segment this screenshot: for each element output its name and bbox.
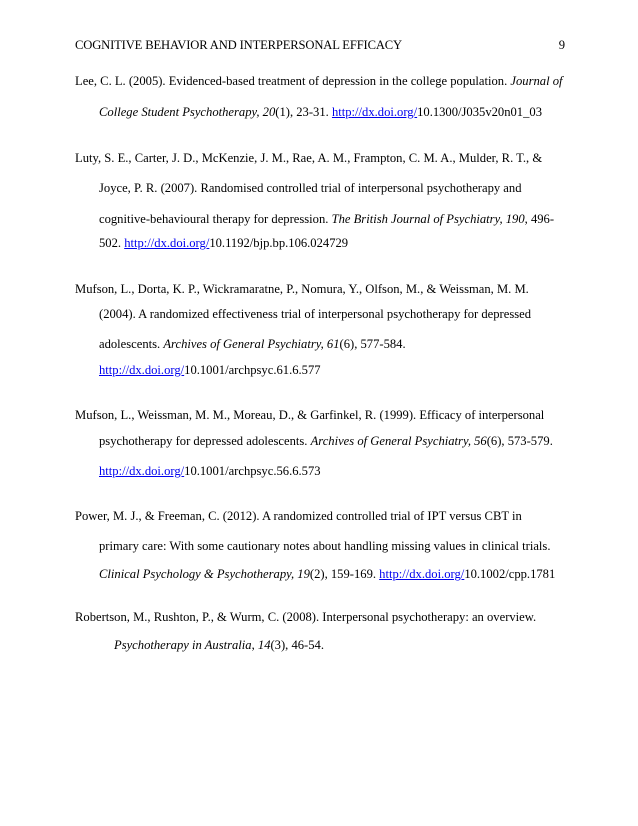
doi-link[interactable]: http://dx.doi.org/ [99,464,185,478]
reference-text: 502. [99,236,125,250]
reference-text: , [251,638,258,652]
journal-title: Psychotherapy in Australia [114,638,252,652]
reference-mufson-1999-line-2 [99,433,553,449]
reference-text: (2), 159-169. [309,567,380,581]
page-header [75,37,565,53]
doi-link[interactable]: http://dx.doi.org/ [331,105,418,119]
reference-text: adolescents. [99,337,164,351]
doi-suffix: 10.1001/archpsyc.61.6.577 [184,363,321,377]
reference-luty-line-1 [75,150,542,166]
reference-text: Mufson, L., Dorta, K. P., Wickramaratne, P., Nomura, Y., Olfson, M., & Weissman, M. M. [75,282,529,296]
running-head: COGNITIVE BEHAVIOR AND INTERPERSONAL EFFICACY [75,38,402,52]
doi-suffix: 10.1001/archpsyc.56.6.573 [184,464,321,478]
reference-text: Lee, C. L. (2005). Evidenced-based treatment of depression in the college population. [75,74,511,88]
page-number: 9 [558,38,565,52]
reference-mufson-1999-line-3 [99,463,321,479]
reference-text: Luty, S. E., Carter, J. D., McKenzie, J. M., Rae, A. M., Frampton, C. M. A., Mulder, R. T., & [75,151,543,165]
volume-number: 14 [257,638,271,652]
reference-text: cognitive-behavioural therapy for depression. [99,212,332,226]
reference-text: (6), 573-579. [486,434,553,448]
doi-link[interactable]: http://dx.doi.org/ [379,567,465,581]
reference-text: primary care: With some cautionary notes about handling missing values in clinical trials. [99,539,551,553]
doi-link[interactable]: http://dx.doi.org/ [99,363,185,377]
reference-mufson-2004-line-1 [75,281,529,297]
reference-text: Robertson, M., Rushton, P., & Wurm, C. (2008). Interpersonal psychotherapy: an overview. [75,610,537,624]
reference-text: (2004). A randomized effectiveness trial of interpersonal psychotherapy for depressed [99,307,532,321]
journal-title: College Student Psychotherapy, 20 [99,105,276,119]
reference-text: Joyce, P. R. (2007). Randomised controlled trial of interpersonal psychotherapy and [99,181,522,195]
reference-text: Mufson, L., Weissman, M. M., Moreau, D., & Garfinkel, R. (1999). Efficacy of interpersonal [75,408,545,422]
journal-title: Journal of [510,74,563,88]
reference-robertson-line-1 [75,609,536,625]
reference-power-line-1 [75,508,522,524]
reference-text: , 496- [524,212,555,226]
reference-luty-line-4 [99,235,348,251]
reference-lee-line-1 [75,73,563,89]
reference-mufson-1999-line-1 [75,407,544,423]
doi-suffix: 10.1300/J035v20n01_03 [417,105,542,119]
reference-power-line-3 [99,566,555,582]
reference-mufson-2004-line-3 [99,336,406,352]
reference-luty-line-3 [99,211,554,227]
journal-title: Archives of General Psychiatry, 61 [163,337,340,351]
reference-text: Power, M. J., & Freeman, C. (2012). A randomized controlled trial of IPT versus CBT in [75,509,522,523]
reference-lee-line-2 [99,104,542,120]
journal-title: Archives of General Psychiatry, 56 [310,434,487,448]
reference-luty-line-2 [99,180,522,196]
reference-text: (1), 23-31. [275,105,332,119]
doi-link[interactable]: http://dx.doi.org/ [124,236,210,250]
doi-suffix: 10.1002/cpp.1781 [464,567,556,581]
journal-title: Clinical Psychology & Psychotherapy, 19 [99,567,310,581]
reference-text: (3), 46-54. [270,638,324,652]
journal-title: The British Journal of Psychiatry, 190 [331,212,525,226]
reference-robertson-line-2 [114,637,324,653]
reference-text: psychotherapy for depressed adolescents. [99,434,311,448]
reference-mufson-2004-line-4 [99,362,321,378]
doi-suffix: 10.1192/bjp.bp.106.024729 [209,236,349,250]
reference-text: (6), 577-584. [339,337,406,351]
reference-power-line-2 [99,538,550,554]
reference-mufson-2004-line-2 [99,306,531,322]
